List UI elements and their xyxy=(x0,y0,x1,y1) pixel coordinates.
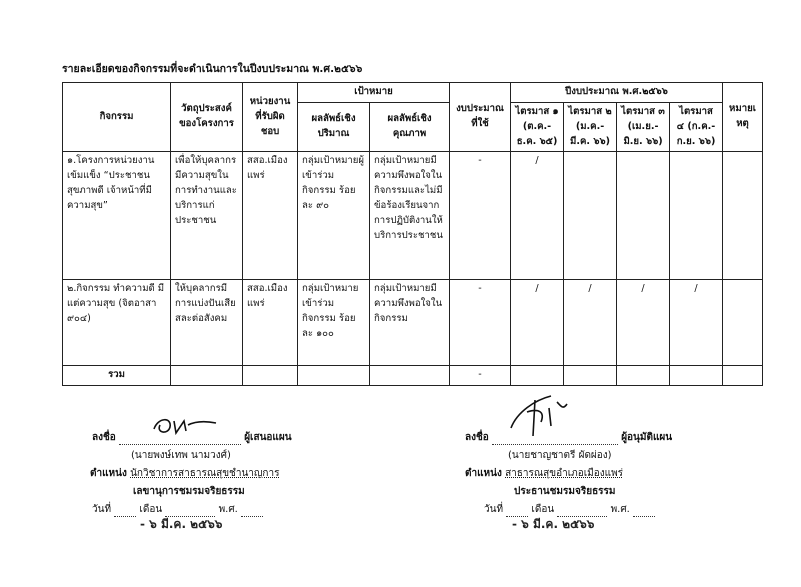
proposer-position: นักวิชาการสาธารณสุขชำนาญการ xyxy=(130,468,280,479)
proposer-name: (นายพงษ์เทพ นามวงศ์) xyxy=(131,450,231,461)
cell-q3 xyxy=(617,152,670,280)
proposer-date-label: วันที่ xyxy=(92,504,112,515)
cell-unit: สสอ.เมืองแพร่ xyxy=(243,280,298,366)
proposer-month-label: เดือน xyxy=(139,504,163,515)
header-budget: งบประมาณที่ใช้ xyxy=(450,83,511,152)
document-title: รายละเอียดของกิจกรรมที่จะดำเนินการในปีงบประมาณ พ.ศ.๒๕๖๖ xyxy=(62,63,363,75)
total-label: รวม xyxy=(63,366,171,386)
header-fiscal-year: ปีงบประมาณ พ.ศ.๒๕๖๖ xyxy=(511,83,723,103)
approver-position-2: ประธานชมรมจริยธรรม xyxy=(514,486,616,497)
total-budget: - xyxy=(450,366,511,386)
cell-q4: / xyxy=(670,280,723,366)
empty-cell xyxy=(298,366,370,386)
empty-cell xyxy=(511,366,564,386)
header-q4: ไตรมาส ๔ (ก.ค.-ก.ย. ๖๖) xyxy=(670,102,723,152)
empty-cell xyxy=(370,366,450,386)
header-remark: หมายเหตุ xyxy=(723,83,763,152)
approver-position: สาธารณสุขอำเภอเมืองแพร่ xyxy=(505,468,624,479)
empty-cell xyxy=(243,366,298,386)
cell-qualitative: กลุ่มเป้าหมายมีความพึงพอใจในกิจกรรม xyxy=(370,280,450,366)
cell-q1: / xyxy=(511,152,564,280)
approver-year-label: พ.ศ. xyxy=(610,504,630,515)
header-objective: วัตถุประสงค์ของโครงการ xyxy=(171,83,243,152)
cell-objective: ให้บุคลากรมีการแบ่งปันเสียสละต่อสังคม xyxy=(171,280,243,366)
cell-remark xyxy=(723,152,763,280)
empty-cell xyxy=(670,366,723,386)
cell-unit: สสอ.เมืองแพร่ xyxy=(243,152,298,280)
proposer-sign-label: ลงชื่อ xyxy=(92,432,116,443)
header-target: เป้าหมาย xyxy=(298,83,450,103)
table-row xyxy=(63,280,763,366)
approver-name: (นายชาญชาตรี ผัดผ่อง) xyxy=(508,450,612,461)
total-row xyxy=(63,366,763,386)
approver-position-label: ตำแหน่ง xyxy=(465,468,502,479)
header-q2: ไตรมาส ๒ (ม.ค.-มี.ค. ๖๖) xyxy=(564,102,617,152)
empty-cell xyxy=(564,366,617,386)
cell-activity: ๒.กิจกรรม ทำความดี มีแต่ความสุข (จิตอาสา ๙๐๔) xyxy=(63,280,171,366)
cell-q4 xyxy=(670,152,723,280)
approver-sign-label: ลงชื่อ xyxy=(465,432,489,443)
empty-cell xyxy=(171,366,243,386)
cell-q1: / xyxy=(511,280,564,366)
header-activity: กิจกรรม xyxy=(63,83,171,152)
table-row xyxy=(63,152,763,280)
cell-activity: ๑.โครงการหน่วยงานเข้มแข็ง “ประชาชนสุขภาพดี เจ้าหน้าที่มีความสุข” xyxy=(63,152,171,280)
cell-quantitative: กลุ่มเป้าหมายเข้าร่วมกิจกรรม ร้อยละ ๑๐๐ xyxy=(298,280,370,366)
empty-cell xyxy=(617,366,670,386)
cell-objective: เพื่อให้บุคลากรมีความสุขในการทำงานและบริการแก่ประชาชน xyxy=(171,152,243,280)
empty-cell xyxy=(723,366,763,386)
header-quantitative: ผลลัพธ์เชิงปริมาณ xyxy=(298,102,370,152)
cell-q3: / xyxy=(617,280,670,366)
header-q1: ไตรมาส ๑ (ต.ค.-ธ.ค. ๖๕) xyxy=(511,102,564,152)
cell-q2: / xyxy=(564,280,617,366)
proposer-role: ผู้เสนอแผน xyxy=(244,432,292,443)
proposer-position-2: เลขานุการชมรมจริยธรรม xyxy=(133,486,245,497)
cell-q2 xyxy=(564,152,617,280)
cell-qualitative: กลุ่มเป้าหมายมีความพึงพอใจในกิจกรรมและไม่มีข้อร้องเรียนจากการปฏิบัติงานให้บริการประชาชน xyxy=(370,152,450,280)
proposer-position-label: ตำแหน่ง xyxy=(90,468,127,479)
approver-date-label: วันที่ xyxy=(484,504,504,515)
approver-date-stamp: - ๖ มี.ค. ๒๕๖๖ xyxy=(512,517,595,531)
proposer-date-stamp: - ๖ มี.ค. ๒๕๖๖ xyxy=(140,517,223,531)
activity-plan-table xyxy=(62,82,763,386)
proposer-year-label: พ.ศ. xyxy=(218,504,238,515)
header-q3: ไตรมาส ๓ (เม.ย.-มิ.ย. ๖๖) xyxy=(617,102,670,152)
approver-month-label: เดือน xyxy=(531,504,555,515)
header-qualitative: ผลลัพธ์เชิงคุณภาพ xyxy=(370,102,450,152)
cell-quantitative: กลุ่มเป้าหมายผู้เข้าร่วมกิจกรรม ร้อยละ ๙๐ xyxy=(298,152,370,280)
cell-remark xyxy=(723,280,763,366)
approver-role: ผู้อนุมัติแผน xyxy=(621,432,673,443)
header-unit: หน่วยงานที่รับผิดชอบ xyxy=(243,83,298,152)
cell-budget: - xyxy=(450,152,511,280)
cell-budget: - xyxy=(450,280,511,366)
